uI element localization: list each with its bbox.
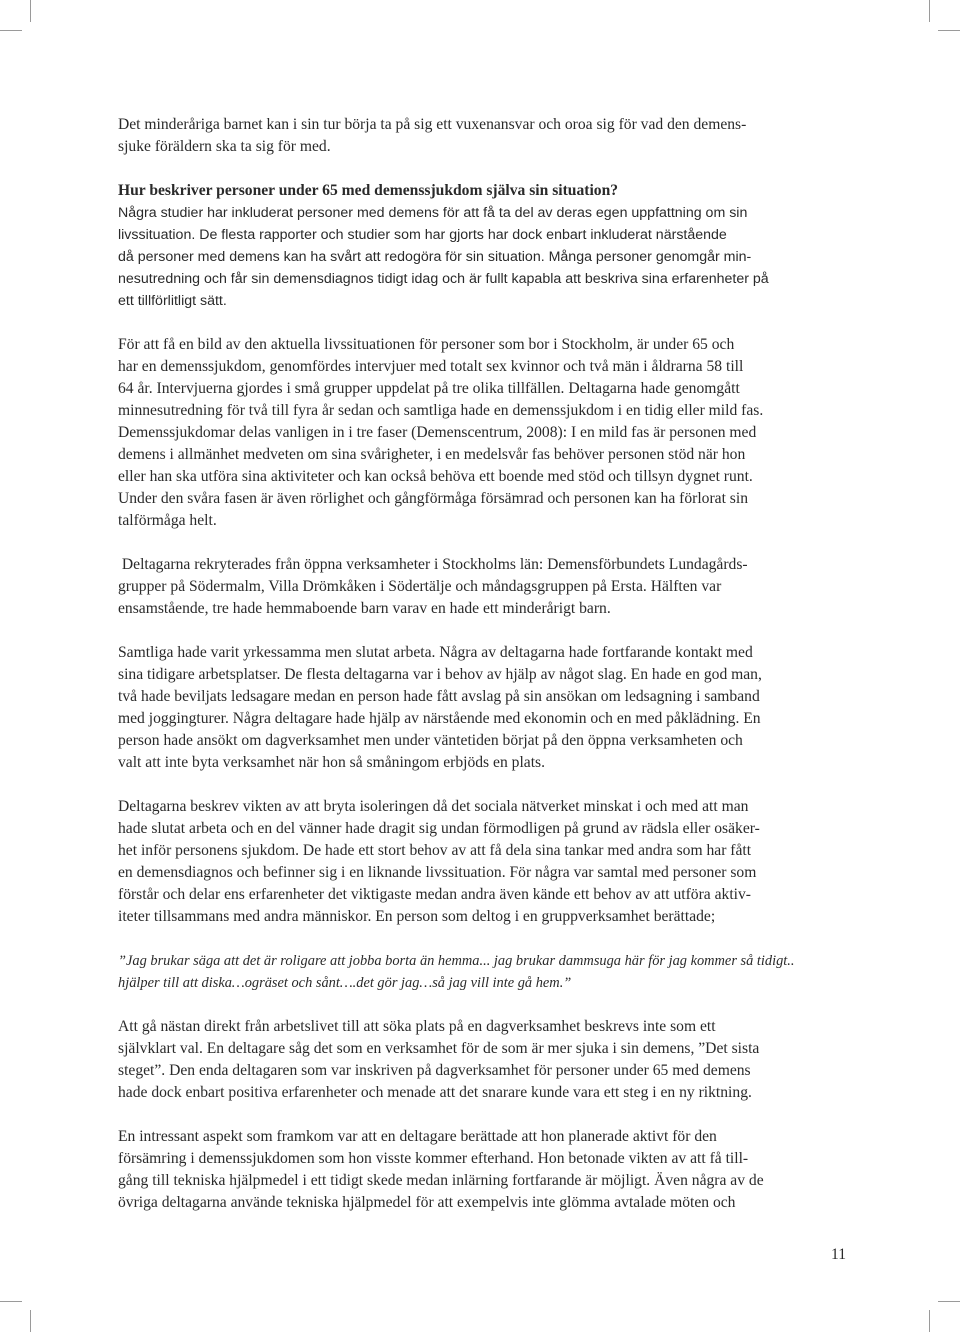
text-line: en demensdiagnos och befinner sig i en liknande livssituation. För några var samtal med personer som: [118, 864, 757, 881]
paragraph-isolation: [118, 796, 842, 928]
paragraph-interviews: [118, 334, 842, 532]
paragraph-day-activity: [118, 1016, 842, 1104]
text-line: då personer med demens kan ha svårt att redogöra för sin situation. Många personer genomgår min-: [118, 249, 752, 265]
text-line: Deltagarna beskrev vikten av att bryta isoleringen då det sociala nätverket minskat i och med att man: [118, 798, 749, 815]
text-line: sjuke föräldern ska ta sig för med.: [118, 138, 331, 155]
crop-mark-top-left-h: [0, 30, 22, 31]
text-line: Demenssjukdomar delas vanligen in i tre faser (Demenscentrum, 2008): I en mild fas är personen med: [118, 424, 757, 441]
text-line: försämring i demenssjukdomen som hon visste kommer efterhand. Hon betonade vikten av att få till-: [118, 1150, 749, 1167]
text-line: har en demenssjukdom, genomfördes intervjuer med totalt sex kvinnor och två män i åldrarna 58 till: [118, 358, 744, 375]
paragraph-employment: [118, 642, 842, 774]
page-number: 11: [830, 1246, 846, 1263]
text-line: talförmåga helt.: [118, 512, 217, 529]
section-heading: Hur beskriver personer under 65 med demenssjukdom själva sin situation?: [118, 182, 619, 199]
text-line: två hade beviljats ledsagare medan en person hade fått avslag på sin ansökan om ledsagning i samband: [118, 688, 760, 705]
text-line: person hade ansökt om dagverksamhet men under väntetiden börjat på den öppna verksamheten och: [118, 732, 743, 749]
text-line: ett tillförlitligt sätt.: [118, 293, 227, 309]
text-line: Några studier har inkluderat personer med demens för att få ta del av deras egen uppfattning om sin: [118, 205, 748, 221]
document-page: [118, 114, 842, 1214]
text-line: hade dock enbart positiva erfarenheter och menade att det snarare kunde vara ett steg i en ny riktning.: [118, 1084, 752, 1101]
text-line: 64 år. Intervjuerna gjordes i små grupper uppdelat på tre olika tillfällen. Deltagarna hade genomgått: [118, 380, 740, 397]
text-line: För att få en bild av den aktuella livssituationen för personer som bor i Stockholm, är under 65 och: [118, 336, 735, 353]
paragraph-planning: [118, 1126, 842, 1214]
text-line: övriga deltagarna använde tekniska hjälpmedel för att exempelvis inte glömma avtalade möten och: [118, 1194, 736, 1211]
quote-line: ”Jag brukar säga att det är roligare att jobba borta än hemma... jag brukar dammsuga här för jag kommer så tidigt..: [118, 953, 795, 969]
text-line: ensamstående, tre hade hemmaboende barn varav en hade ett minderårigt barn.: [118, 600, 611, 617]
crop-mark-bottom-left-h: [0, 1301, 22, 1302]
text-line: livssituation. De flesta rapporter och studier som har gjorts har dock enbart inkluderat närstående: [118, 227, 727, 243]
text-line: iteter tillsammans med andra människor. En person som deltog i en gruppverksamhet berättade;: [118, 908, 716, 925]
text-line: sina tidigare arbetsplatser. De flesta deltagarna var i behov av hjälp av något slag. En hade en god man,: [118, 666, 762, 683]
crop-mark-bottom-right-v: [929, 1310, 930, 1332]
text-line: självklart val. En deltagare såg det som en verksamhet för de som är mer sjuka i sin demens, ”Det sista: [118, 1040, 760, 1057]
text-line: Det minderåriga barnet kan i sin tur börja ta på sig ett vuxenansvar och oroa sig för vad den demens-: [118, 116, 747, 133]
text-line: förstår och delar ens erfarenheter det viktigaste medan andra även kände ett behov av att utföra aktiv-: [118, 886, 751, 903]
text-line: Deltagarna rekryterades från öppna verksamheter i Stockholms län: Demensförbundets Lundagårds-: [118, 556, 748, 573]
crop-mark-top-left-v: [30, 0, 31, 22]
crop-mark-bottom-right-h: [938, 1301, 960, 1302]
crop-mark-top-right-v: [929, 0, 930, 22]
text-line: En intressant aspekt som framkom var att en deltagare berättade att hon planerade aktivt för den: [118, 1128, 717, 1145]
text-line: Under den svåra fasen är även rörlighet och gångförmåga försämrad och personen kan ha förlorat sin: [118, 490, 748, 507]
text-line: het inför personens sjukdom. De hade ett stort behov av att få dela sina tankar med andra som har fått: [118, 842, 752, 859]
text-line: demens i allmänhet medveten om sina svårigheter, i en medelsvår fas behöver personen stöd när hon: [118, 446, 746, 463]
text-line: steget”. Den enda deltagaren som var inskriven på dagverksamhet för personer under 65 med demens: [118, 1062, 751, 1079]
block-quote: [118, 950, 842, 994]
text-line: Att gå nästan direkt från arbetslivet till att söka plats på en dagverksamhet beskrevs inte som ett: [118, 1018, 716, 1035]
text-line: med joggingturer. Några deltagare hade hjälp av närstående med ekonomin och en med påklädning. En: [118, 710, 761, 727]
text-line: hade slutat arbeta och en del vänner hade dragit sig undan förmodligen på grund av rädsla eller osäker-: [118, 820, 760, 837]
text-line: valt att inte byta verksamhet när hon så småningom erbjöds en plats.: [118, 754, 545, 771]
text-line: nesutredning och får sin demensdiagnos tidigt idag och är fullt kapabla att beskriva sina erfarenheter på: [118, 271, 769, 287]
text-line: Samtliga hade varit yrkessamma men slutat arbeta. Några av deltagarna hade fortfarande kontakt med: [118, 644, 753, 661]
text-line: gång till tekniska hjälpmedel i ett tidigt skede medan inlärning fortfarande är möjligt. Även några av de: [118, 1172, 764, 1189]
crop-mark-top-right-h: [938, 30, 960, 31]
paragraph-studies: [118, 202, 842, 312]
text-line: minnesutredning för två till fyra år sedan och samtliga hade en demenssjukdom i en tidig eller mild fas.: [118, 402, 764, 419]
text-line: eller han ska utföra sina aktiviteter och kan också behöva ett boende med stöd och tillsyn dygnet runt.: [118, 468, 753, 485]
paragraph-intro: [118, 114, 842, 158]
quote-line: hjälper till att diska…ogräset och sånt….det gör jag…så jag vill inte gå hem.”: [118, 975, 572, 991]
paragraph-recruitment: [118, 554, 842, 620]
text-line: grupper på Södermalm, Villa Drömkåken i Södertälje och måndagsgruppen på Ersta. Hälften var: [118, 578, 722, 595]
crop-mark-bottom-left-v: [30, 1310, 31, 1332]
